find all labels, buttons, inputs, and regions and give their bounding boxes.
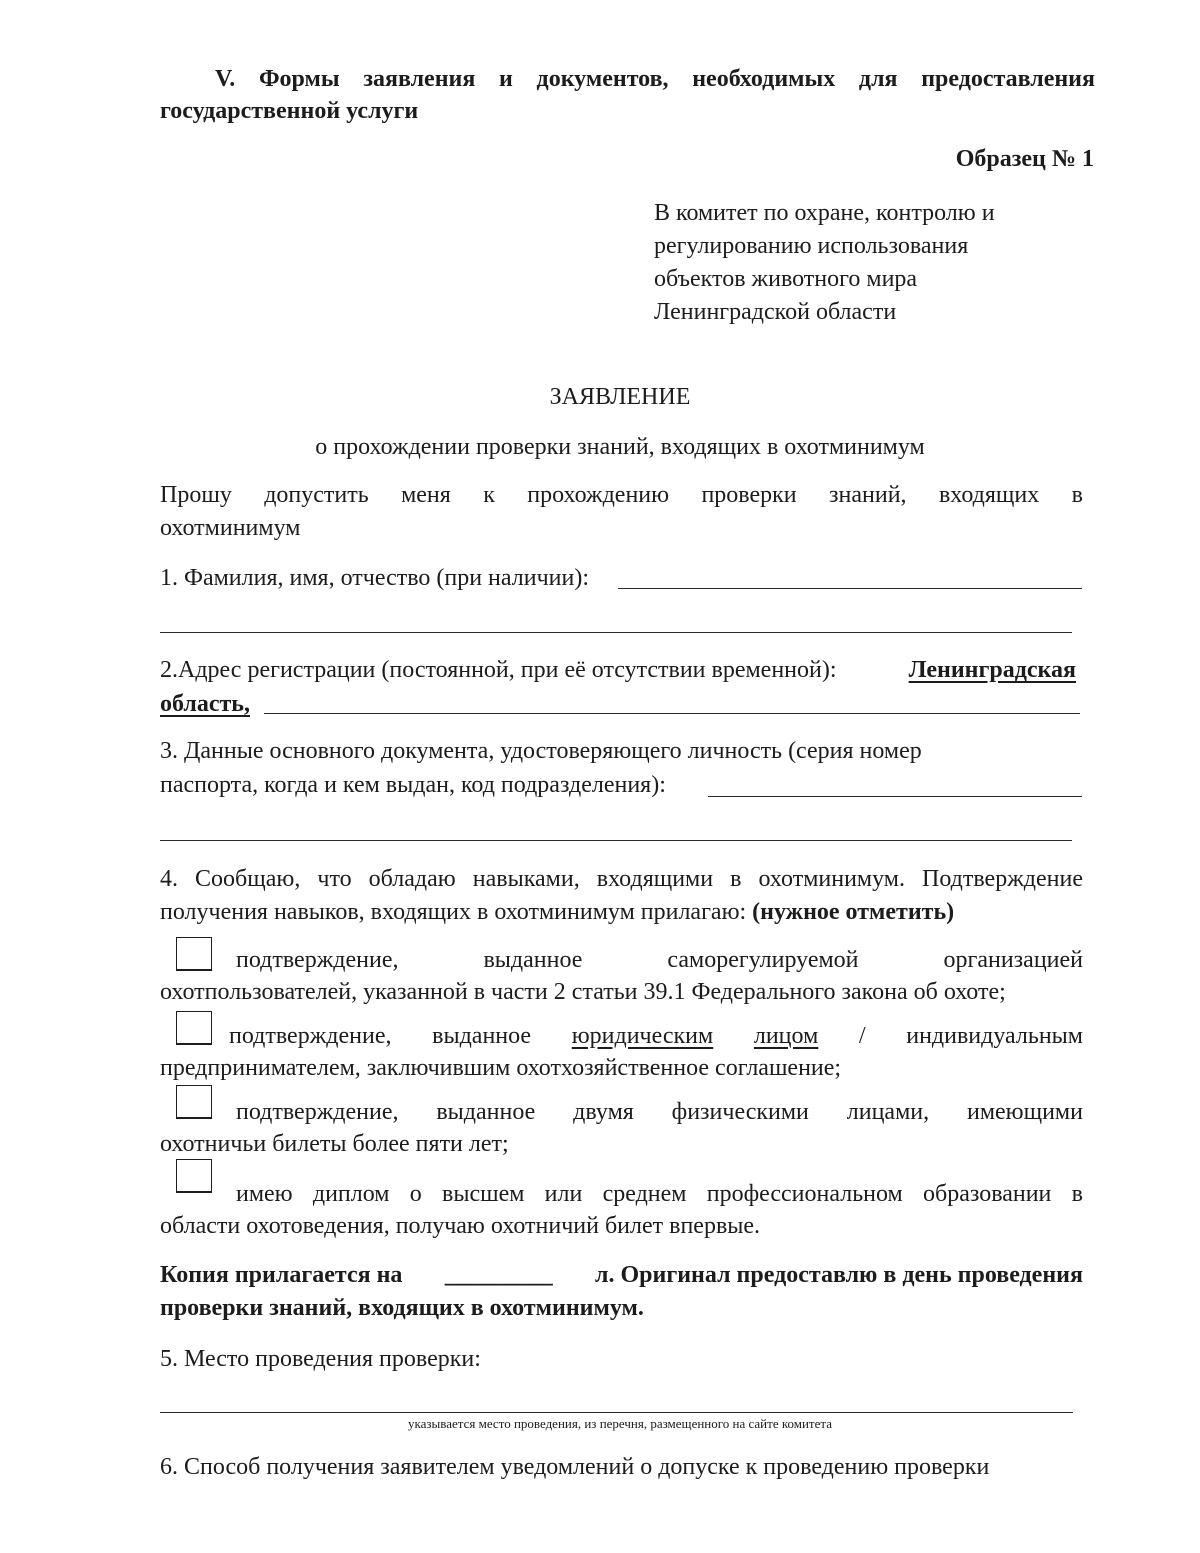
full-name-field[interactable] <box>618 588 1082 589</box>
option-3-line2: охотничьи билеты более пяти лет; <box>160 1131 509 1157</box>
section-heading-line2: государственной услуги <box>160 98 419 124</box>
word: / <box>858 1023 866 1049</box>
identity-doc-label: 3. Данные основного документа, удостоверяющего личность (серия номер <box>160 738 922 764</box>
option-1-checkbox[interactable] <box>176 937 212 971</box>
option-1-line1 <box>236 947 1083 974</box>
word: индивидуальным <box>906 1023 1083 1049</box>
option-4-line1 <box>236 1181 1083 1208</box>
option-4-checkbox[interactable] <box>176 1159 212 1193</box>
word: или <box>544 1181 583 1207</box>
skills-line1 <box>160 866 1083 893</box>
option-2-line2: предпринимателем, заключившим охотхозяйственное соглашение; <box>160 1055 842 1081</box>
word: профессиональном <box>706 1181 903 1207</box>
word: имеющими <box>966 1099 1083 1125</box>
addressee-line: объектов животного мира <box>654 266 918 292</box>
skills-line2 <box>160 899 954 926</box>
word: 4. <box>160 866 178 892</box>
word: среднем <box>602 1181 687 1207</box>
address-field[interactable] <box>264 713 1080 714</box>
addressee-line: Ленинградской области <box>654 299 897 325</box>
sample-label: Образец № 1 <box>955 146 1094 172</box>
identity-doc-field[interactable] <box>708 796 1082 797</box>
word: и <box>499 66 513 92</box>
word: документов, <box>536 66 669 92</box>
word: прохождению <box>527 482 670 508</box>
word: двумя <box>573 1099 634 1125</box>
word: в <box>730 866 742 892</box>
word: юридическим <box>571 1023 714 1049</box>
word: что <box>317 866 352 892</box>
word: навыками, <box>472 866 580 892</box>
option-3-checkbox[interactable] <box>176 1085 212 1119</box>
check-place-label: 5. Место проведения проверки: <box>160 1346 481 1372</box>
option-2-checkbox[interactable] <box>176 1011 212 1045</box>
option-3-line1 <box>236 1099 1083 1126</box>
section-heading-line1 <box>215 66 1095 93</box>
word: Прошу <box>160 482 232 508</box>
copy-attached-line1 <box>160 1262 1083 1289</box>
word: охотминимум. <box>758 866 905 892</box>
word: лицами, <box>846 1099 930 1125</box>
word: в <box>1071 482 1083 508</box>
word: подтверждение, <box>236 947 399 973</box>
word: Сообщаю, <box>195 866 301 892</box>
option-1-line2: охотпользователей, указанной в части 2 статьи 39.1 Федерального закона об охоте; <box>160 979 1006 1005</box>
word: необходимых <box>692 66 836 92</box>
copy-attached-line2: проверки знаний, входящих в охотминимум. <box>160 1295 644 1321</box>
document-title: ЗАЯВЛЕНИЕ <box>549 384 691 410</box>
option-2-line1 <box>229 1023 1083 1050</box>
word: к <box>483 482 495 508</box>
word: образовании <box>922 1181 1052 1207</box>
check-place-hint: указывается место проведения, из перечня, размещенного на сайте комитета <box>408 1416 832 1431</box>
mark-needed-note: (нужное отметить) <box>752 899 955 925</box>
identity-doc-field-line2[interactable] <box>160 840 1072 841</box>
word: заявления <box>363 66 476 92</box>
copy-text-2: л. Оригинал предоставлю в день проведения <box>595 1262 1083 1288</box>
word: высшем <box>441 1181 525 1207</box>
word: организацией <box>943 947 1083 973</box>
word: подтверждение, <box>229 1023 392 1049</box>
copy-text-1: Копия прилагается на <box>160 1262 403 1288</box>
full-name-field-line2[interactable] <box>160 632 1072 633</box>
word: о <box>409 1181 422 1207</box>
word: выданное <box>483 947 583 973</box>
word: V. <box>215 66 236 92</box>
notification-method-label: 6. Способ получения заявителем уведомлений о допуске к проведению проверки <box>160 1454 990 1480</box>
word: лицом <box>753 1023 819 1049</box>
word: в <box>1071 1181 1083 1207</box>
word: имею <box>236 1181 293 1207</box>
document-subtitle: о прохождении проверки знаний, входящих в охотминимум <box>315 434 925 460</box>
word: для <box>858 66 898 92</box>
word: знаний, <box>829 482 907 508</box>
word: выданное <box>436 1099 536 1125</box>
address-label: 2.Адрес регистрации (постоянной, при её отсутствии временной): <box>160 657 837 683</box>
word: обладаю <box>368 866 456 892</box>
word: входящими <box>596 866 714 892</box>
request-line2: охотминимум <box>160 515 301 541</box>
address-value: Ленинградская <box>908 657 1076 683</box>
word: допустить <box>264 482 369 508</box>
word: Формы <box>258 66 340 92</box>
word: подтверждение, <box>236 1099 399 1125</box>
word: выданное <box>432 1023 532 1049</box>
word: меня <box>401 482 451 508</box>
request-line1 <box>160 482 1083 509</box>
option-4-line2: области охотоведения, получаю охотничий билет впервые. <box>160 1213 761 1239</box>
word: предоставления <box>921 66 1095 92</box>
word: Подтверждение <box>922 866 1083 892</box>
copy-sheets-blank[interactable]: _________ <box>444 1262 553 1288</box>
word: саморегулируемой <box>667 947 859 973</box>
word: проверки <box>701 482 797 508</box>
check-place-field[interactable] <box>160 1412 1073 1413</box>
full-name-label: 1. Фамилия, имя, отчество (при наличии): <box>160 565 589 591</box>
addressee-line: В комитет по охране, контролю и <box>654 200 995 226</box>
skills-text: получения навыков, входящих в охотминимум прилагаю: <box>160 899 747 925</box>
word: входящих <box>938 482 1040 508</box>
address-value-line2: область, <box>160 691 250 717</box>
identity-doc-label-line2: паспорта, когда и кем выдан, код подразделения): <box>160 772 666 798</box>
addressee-line: регулированию использования <box>654 233 969 259</box>
word: физическими <box>671 1099 809 1125</box>
word: диплом <box>312 1181 390 1207</box>
